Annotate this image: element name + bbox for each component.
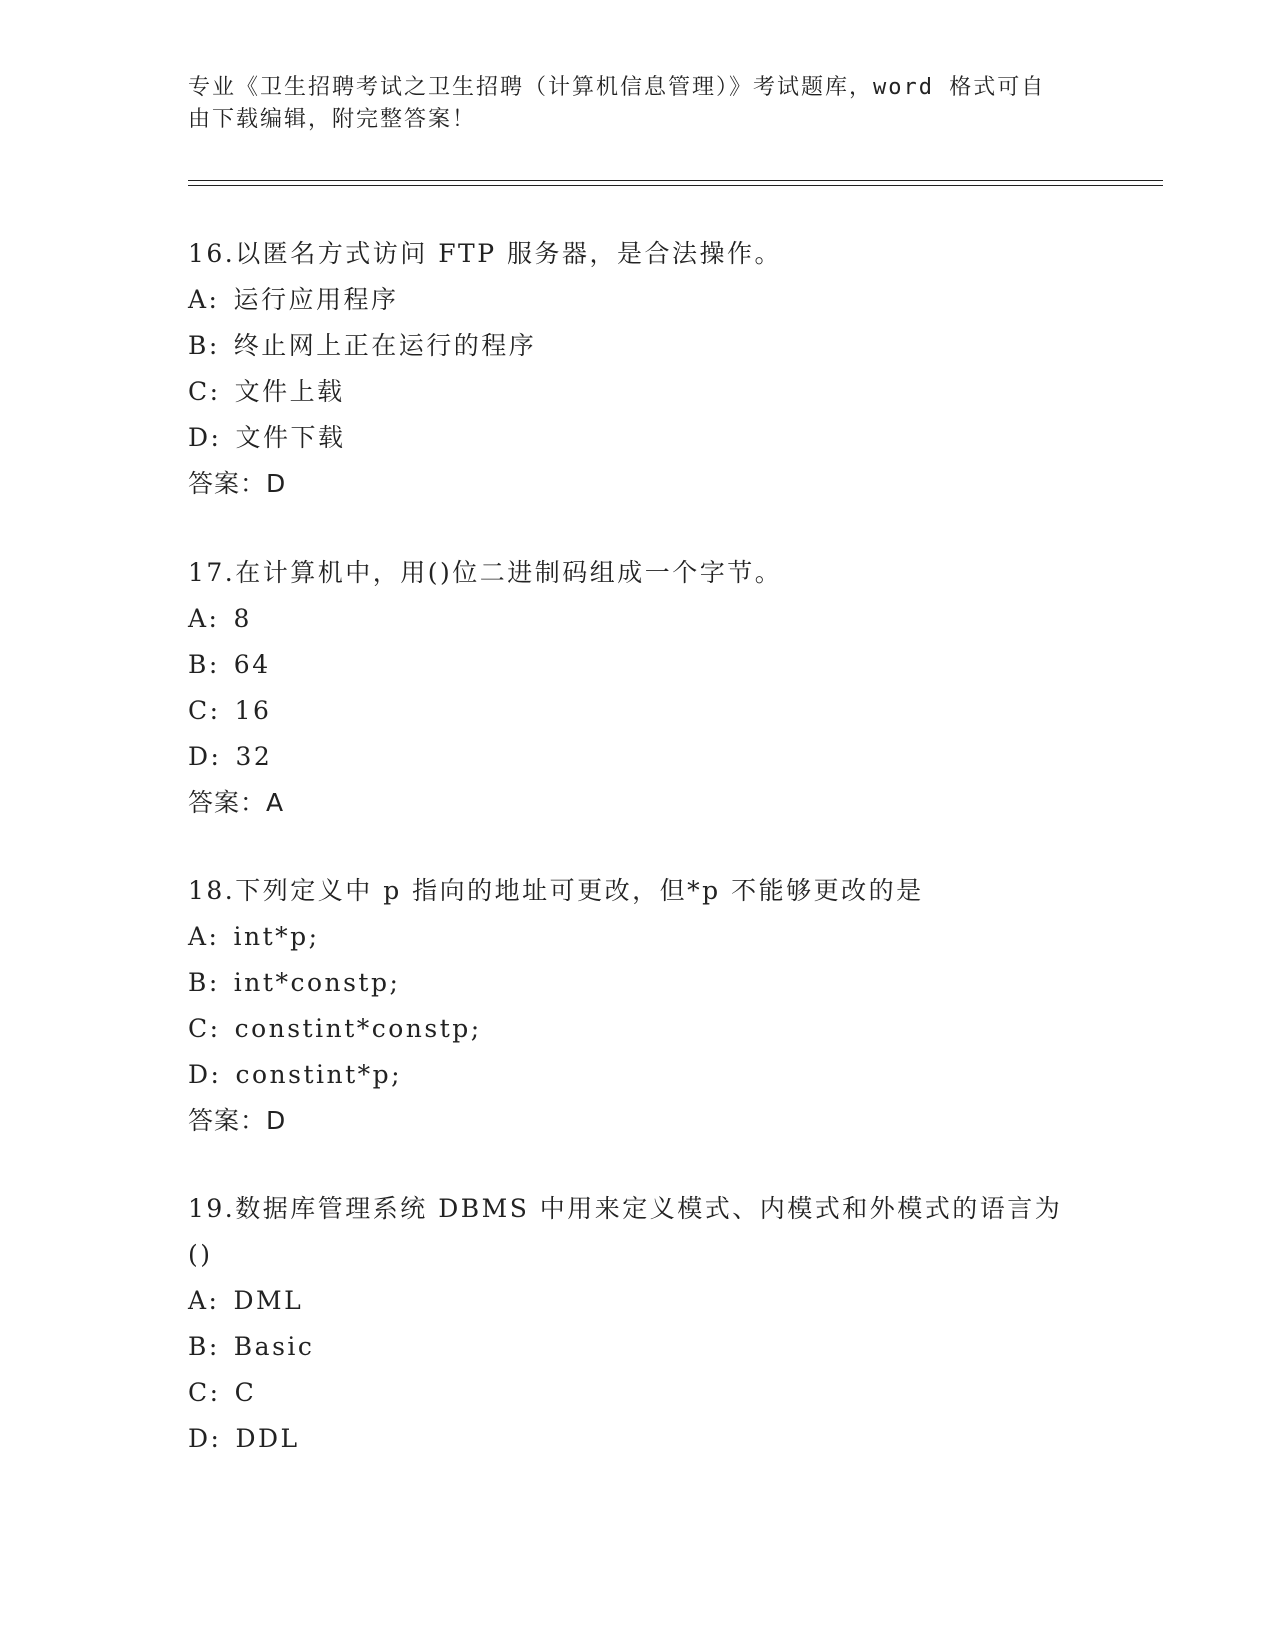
option-b [188, 960, 1088, 1006]
option-key: D: [188, 1060, 222, 1089]
option-text: constint*constp; [234, 1014, 482, 1043]
option-c [188, 1370, 1088, 1416]
option-c [188, 369, 1088, 415]
option-text: int*p; [233, 922, 320, 951]
header-line-2: 由下载编辑，附完整答案！ [188, 107, 477, 132]
question-stem: 16.以匿名方式访问 FTP 服务器，是合法操作。 [188, 239, 782, 268]
option-key: C: [188, 1014, 221, 1043]
option-text: int*constp; [233, 968, 401, 997]
question-stem-continued: () [188, 1240, 213, 1269]
option-key: A: [188, 285, 220, 314]
option-key: C: [188, 1378, 221, 1407]
option-a [188, 277, 1088, 323]
option-d [188, 1052, 1088, 1098]
option-key: D: [188, 423, 222, 452]
question-18 [188, 868, 1088, 1144]
option-text: 32 [235, 742, 273, 771]
option-key: D: [188, 1424, 222, 1453]
header-divider-bottom [188, 185, 1163, 186]
option-key: D: [188, 742, 222, 771]
option-d [188, 734, 1088, 780]
option-text: 16 [234, 696, 272, 725]
question-stem: 19.数据库管理系统 DBMS 中用来定义模式、内模式和外模式的语言为 [188, 1194, 1063, 1223]
option-text: 文件上载 [234, 377, 345, 406]
option-a [188, 914, 1088, 960]
question-stem: 18.下列定义中 p 指向的地址可更改，但*p 不能够更改的是 [188, 876, 924, 905]
header-divider-top [188, 180, 1163, 181]
option-key: B: [188, 1332, 220, 1361]
option-text: 8 [233, 604, 252, 633]
option-key: C: [188, 377, 221, 406]
option-key: C: [188, 696, 221, 725]
option-text: Basic [233, 1332, 315, 1361]
answer-label: 答案：D [188, 1106, 287, 1135]
option-text: C [234, 1378, 257, 1407]
option-text: 文件下载 [235, 423, 346, 452]
option-key: B: [188, 968, 220, 997]
option-b [188, 323, 1088, 369]
option-b [188, 642, 1088, 688]
option-d [188, 1416, 1088, 1462]
question-16 [188, 231, 1088, 507]
option-a [188, 596, 1088, 642]
option-text: 64 [233, 650, 271, 679]
option-text: constint*p; [235, 1060, 403, 1089]
option-c [188, 1006, 1088, 1052]
answer-label: 答案：A [188, 788, 285, 817]
option-text: 运行应用程序 [233, 285, 399, 314]
document-header [188, 72, 1088, 136]
option-d [188, 415, 1088, 461]
option-a [188, 1278, 1088, 1324]
option-key: A: [188, 1286, 220, 1315]
option-text: DDL [235, 1424, 300, 1453]
question-19 [188, 1186, 1088, 1462]
option-key: B: [188, 331, 220, 360]
option-text: DML [233, 1286, 304, 1315]
option-key: A: [188, 604, 220, 633]
question-stem: 17.在计算机中，用()位二进制码组成一个字节。 [188, 558, 783, 587]
option-key: A: [188, 922, 220, 951]
answer-label: 答案：D [188, 469, 287, 498]
option-text: 终止网上正在运行的程序 [233, 331, 537, 360]
option-b [188, 1324, 1088, 1370]
option-key: B: [188, 650, 220, 679]
question-17 [188, 550, 1088, 826]
header-line-1: 专业《卫生招聘考试之卫生招聘（计算机信息管理）》考试题库，word 格式可自 [188, 75, 1046, 100]
option-c [188, 688, 1088, 734]
